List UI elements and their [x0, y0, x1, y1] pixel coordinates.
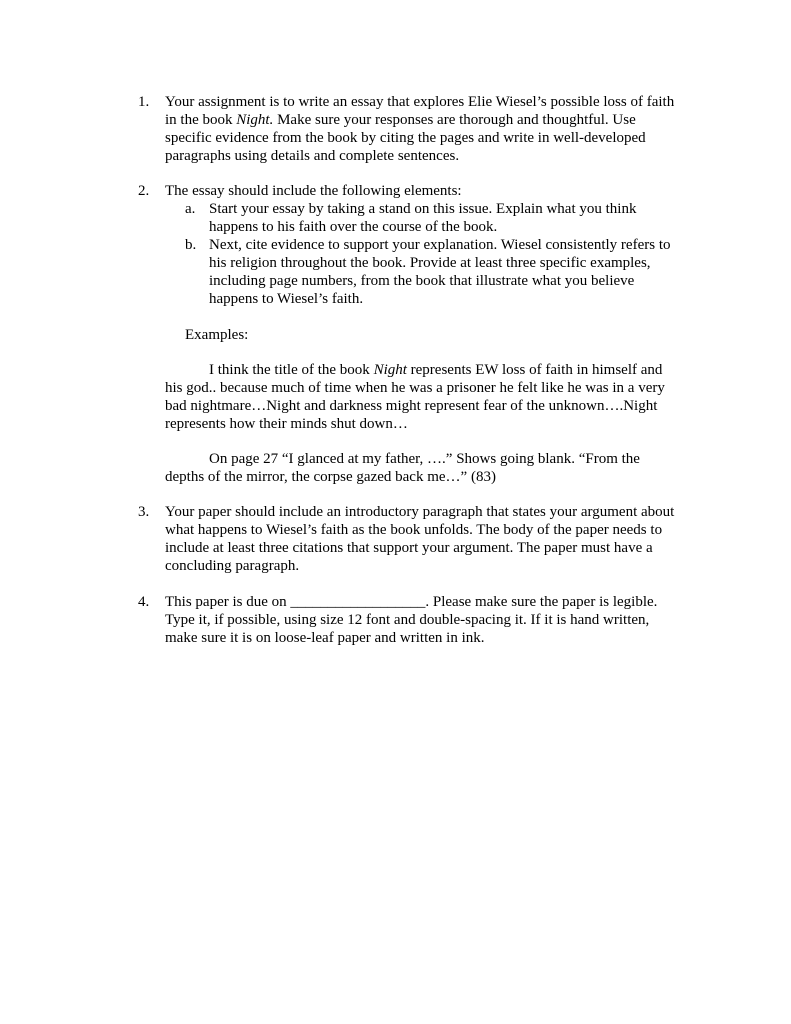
item-text	[165, 93, 678, 165]
item-number: 1.	[138, 94, 150, 110]
list-item-2	[138, 182, 678, 486]
item-text-part: Make sure your responses are thorough and thoughtful. Use specific evidence from the book by citing the pages and write in well-developed paragraphs using details and complete sentences.	[165, 112, 646, 164]
item-text: The essay should include the following elements:	[165, 183, 462, 199]
item-body	[165, 182, 678, 486]
book-title-italic: Night	[373, 362, 407, 378]
list-item-3	[138, 503, 678, 575]
example-text-part: I think the title of the book	[209, 362, 374, 378]
item-text: Your paper should include an introductory paragraph that states your argument about what happens to Wiesel’s faith as the book unfolds. The body of the paper needs to include at least three citations that support your argument. The paper must have a concluding paragraph.	[165, 504, 675, 574]
list-item-4	[138, 593, 678, 647]
item-number: 4.	[138, 594, 150, 610]
subitem-a	[185, 200, 678, 236]
example-paragraph-2: On page 27 “I glanced at my father, ….” Shows going blank. “From the depths of the mirror, the corpse gazed back me…” (83)	[165, 451, 640, 485]
book-title-italic: Night.	[236, 112, 274, 128]
subitem-letter: a.	[185, 201, 196, 217]
item-text: This paper is due on __________________. Please make sure the paper is legible. Type it, if possible, using size 12 font and double-spacing it. If it is hand written, make sure it is on loose-leaf paper and written in ink.	[165, 594, 658, 646]
item-text-part: Your assignment is to write an essay that explores Elie Wiesel’s possible loss of faith in the book	[165, 94, 675, 128]
subitem-text: Start your essay by taking a stand on this issue. Explain what you think happens to his faith over the course of the book.	[209, 201, 637, 235]
subitem-b	[185, 236, 678, 308]
subitem-text: Next, cite evidence to support your explanation. Wiesel consistently refers to his religion throughout the book. Provide at least three specific examples, including page numbers, from the book that illustrate what you believe happens to Wiesel’s faith.	[209, 237, 671, 307]
item-number: 3.	[138, 504, 150, 520]
list-item-1	[138, 93, 678, 165]
example-text-part: represents EW loss of faith in himself and his god.. because much of time when he was a prisoner he felt like he was in a very bad nightmare…Night and darkness might represent fear of the unknown….Night represents how their minds shut down…	[165, 362, 665, 432]
examples-label: Examples:	[185, 327, 249, 343]
example-paragraph-1	[165, 361, 678, 433]
item-number: 2.	[138, 183, 150, 199]
subitem-letter: b.	[185, 237, 197, 253]
